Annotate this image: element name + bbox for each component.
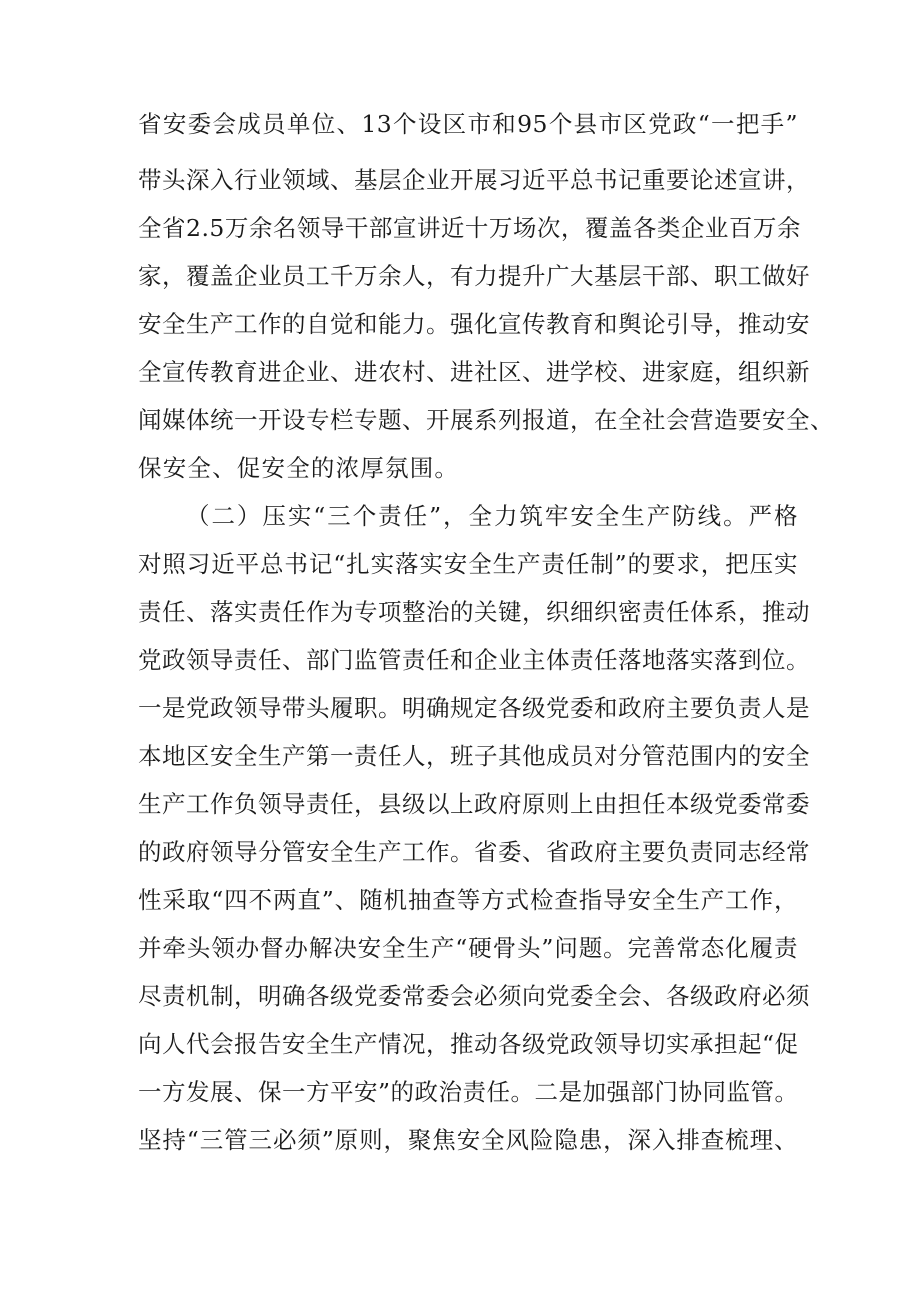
text-line: 一方发展、保一方平安”的政治责任。二是加强部门协同监管。 — [138, 1078, 799, 1106]
text-line: 省安委会成员单位、13个设区市和95个县市区党政“一把手” — [138, 110, 798, 138]
text-line: 安全生产工作的自觉和能力。强化宣传教育和舆论引导，推动安 — [138, 310, 810, 338]
text-line: 全省2.5万余名领导干部宣讲近十万场次，覆盖各类企业百万余 — [138, 214, 801, 242]
text-line: 责任、落实责任作为专项整治的关键，织细织密责任体系，推动 — [138, 598, 810, 626]
text-line: 向人代会报告安全生产情况，推动各级党政领导切实承担起“促 — [138, 1030, 799, 1058]
text-line: 带头深入行业领域、基层企业开展习近平总书记重要论述宣讲， — [138, 166, 810, 194]
text-line: 党政领导责任、部门监管责任和企业主体责任落地落实落到位。 — [138, 646, 810, 674]
text-line: 对照习近平总书记“扎实落实安全生产责任制”的要求，把压实 — [138, 550, 798, 578]
text-line: 闻媒体统一开设专栏专题、开展系列报道，在全社会营造要安全、 — [138, 406, 834, 434]
text-line: 家，覆盖企业员工千万余人，有力提升广大基层干部、职工做好 — [138, 262, 810, 290]
text-line: 性采取“四不两直”、随机抽查等方式检查指导安全生产工作， — [138, 886, 798, 914]
text-line: 生产工作负领导责任，县级以上政府原则上由担任本级党委常委 — [138, 790, 810, 818]
text-line: 保安全、促安全的浓厚氛围。 — [138, 454, 460, 482]
text-line: 全宣传教育进企业、进农村、进社区、进学校、进家庭，组织新 — [138, 358, 810, 386]
text-line: 一是党政领导带头履职。明确规定各级党委和政府主要负责人是 — [138, 694, 810, 722]
text-line: 尽责机制，明确各级党委常委会必须向党委全会、各级政府必须 — [138, 982, 810, 1010]
text-line: 并牵头领办督办解决安全生产“硬骨头”问题。完善常态化履责 — [138, 934, 798, 962]
text-line: 坚持“三管三必须”原则，聚焦安全风险隐患，深入排查梳理、 — [138, 1126, 798, 1154]
text-line: 的政府领导分管安全生产工作。省委、省政府主要负责同志经常 — [138, 838, 810, 866]
text-line: 本地区安全生产第一责任人，班子其他成员对分管范围内的安全 — [138, 742, 810, 770]
section-heading-line: （二）压实“三个责任”，全力筑牢安全生产防线。严格 — [186, 502, 798, 530]
